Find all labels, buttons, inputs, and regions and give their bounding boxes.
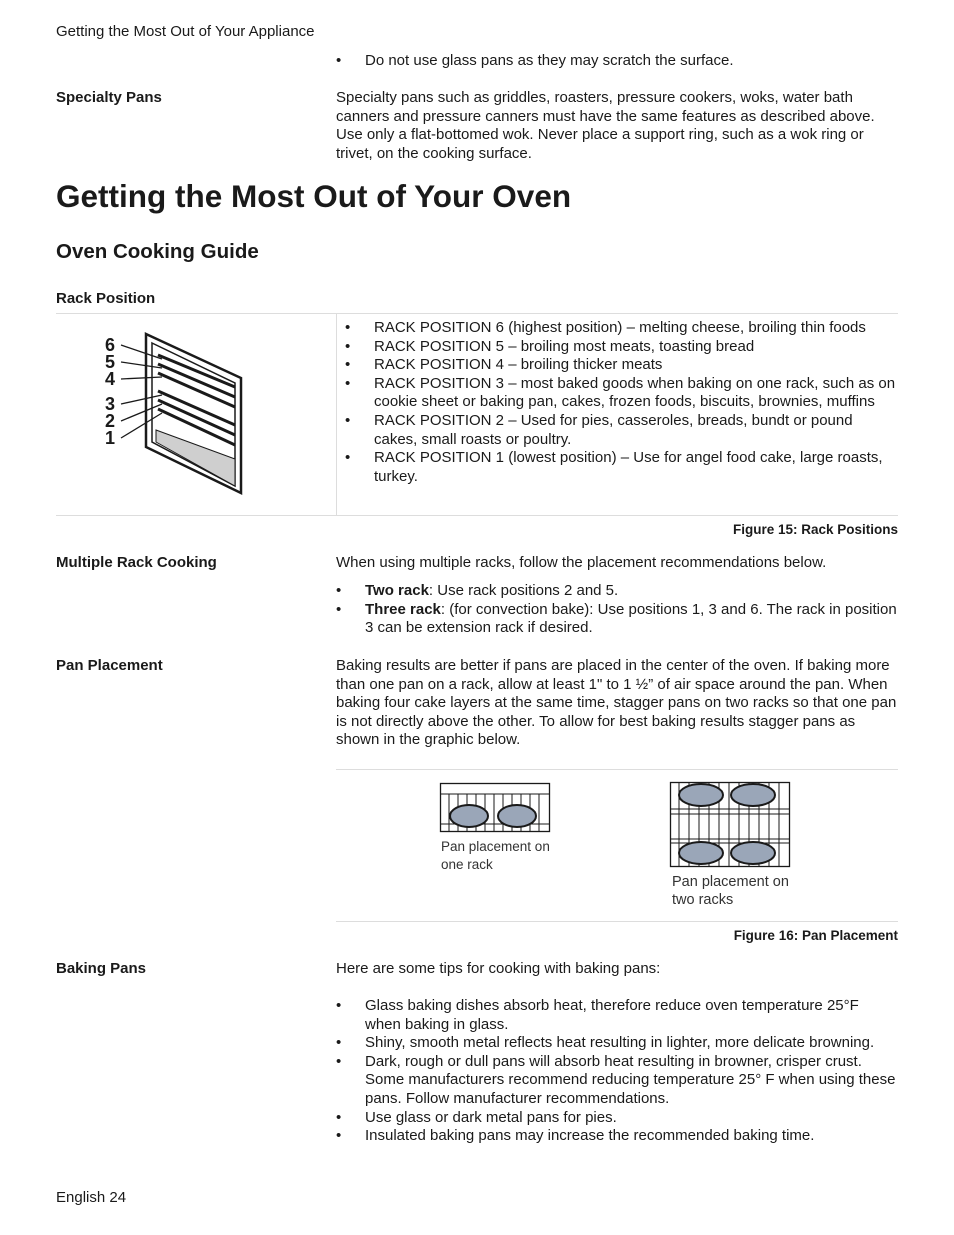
running-header: Getting the Most Out of Your Appliance [56,23,315,40]
list-item: • Glass baking dishes absorb heat, therefore reduce oven temperature 25°F when baking in glass. [336,997,898,1034]
section-title: Oven Cooking Guide [56,240,259,263]
figure-15-caption: Figure 15: Rack Positions [732,522,898,537]
multiple-rack-list [336,582,898,638]
page-title: Getting the Most Out of Your Oven [56,178,572,214]
multiple-rack-intro: When using multiple racks, follow the placement recommendations below. [336,554,827,571]
list-item: • Shiny, smooth metal reflects heat resulting in lighter, more delicate browning. [336,1034,898,1053]
one-rack-figure [439,782,551,840]
one-rack-label: Pan placement on one rack [441,839,550,872]
glass-pan-note-list [336,52,898,71]
baking-pans-intro: Here are some tips for cooking with baking pans: [336,960,661,977]
two-rack-label: Two rack [365,582,429,599]
page-footer: English 24 [56,1189,127,1206]
list-item [336,582,898,601]
pan-placement-text: Baking results are better if pans are placed in the center of the oven. If baking more than one pan on a rack, allow at least 1" to 1 ½” of air space around the pan. When baking four cake layers at the same time, stagger pans on two racks so that one pan is not directly above the other. To allow for best baking results stagger pans as shown in the graphic below. [336,657,897,749]
figure-16-caption: Figure 16: Pan Placement [733,928,898,943]
list-item: • Dark, rough or dull pans will absorb heat resulting in browner, crisper crust. Some manufacturers recommend reducing temperature 25° F when using these pans. Follow manufacturer recommendations. [336,1053,898,1109]
list-item: • RACK POSITION 6 (highest position) – melting cheese, broiling thin foods [337,319,897,338]
two-racks-label: Pan placement on two racks [672,874,789,908]
figure-top-rule [56,313,898,314]
three-rack-label: Three rack [365,600,441,618]
list-item: • RACK POSITION 3 – most baked goods when baking on one rack, such as on cookie sheet or baking pan, cakes, frozen foods, biscuits, brownies, muffins [337,375,897,412]
two-rack-text: : Use rack positions 2 and 5. [428,582,619,599]
list-item: • RACK POSITION 5 – broiling most meats, toasting bread [337,338,897,357]
rack-number-5: 5 [105,352,116,372]
multiple-rack-label: Multiple Rack Cooking [56,554,217,571]
specialty-pans-label: Specialty Pans [56,89,162,106]
rack-position-label: Rack Position [56,290,156,307]
three-rack-text: : (for convection bake): Use positions 1, 3 and 6. The rack in position 3 can be extension rack if desired. [365,600,897,637]
rack-position-list [337,319,897,486]
list-item [336,601,898,638]
rack-number-1: 1 [105,428,116,448]
one-rack-illustration [439,782,551,834]
rack-number-2: 2 [105,411,116,431]
baking-pans-label: Baking Pans [56,960,147,977]
figure-bottom-rule [336,921,898,922]
list-item: • Insulated baking pans may increase the recommended baking time. [336,1127,898,1146]
specialty-pans-text: Specialty pans such as griddles, roasters, pressure cookers, woks, water bath canners and pressure canners must have the same features as described above. Use only a flat-bottomed wok. Never place a support ring, such as a wok ring or trivet, on the cooking surface. [336,89,875,162]
list-item: • Do not use glass pans as they may scratch the surface. [336,52,898,71]
pan-placement-label: Pan Placement [56,657,163,674]
list-item: • RACK POSITION 4 – broiling thicker meats [337,356,897,375]
figure-bottom-rule [56,515,898,516]
rack-number-3: 3 [105,394,116,414]
two-racks-illustration [669,781,791,868]
oven-rack-illustration [96,330,248,498]
baking-pans-list [336,997,898,1146]
two-racks-figure [669,781,791,874]
rack-number-6: 6 [105,335,116,355]
rack-position-diagram [96,330,248,498]
list-item: • RACK POSITION 2 – Used for pies, casseroles, breads, bundt or pound cakes, small roasts or poultry. [337,412,897,449]
rack-number-4: 4 [105,369,116,389]
figure-top-rule [336,769,898,770]
list-item: • Use glass or dark metal pans for pies. [336,1109,898,1128]
list-item: • RACK POSITION 1 (lowest position) – Use for angel food cake, large roasts, turkey. [337,449,897,486]
